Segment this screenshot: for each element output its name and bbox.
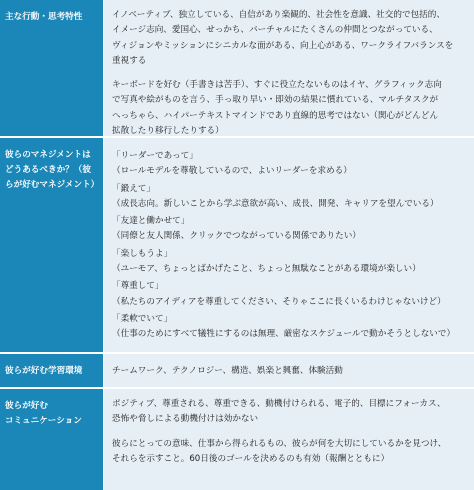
row-content-learning: [103, 354, 474, 387]
row-content-communication: [103, 389, 474, 490]
management-item-title: 「楽しもうよ」: [112, 248, 173, 259]
behavior-paragraph: イノベーティブ、独立している、自信があり楽観的、社会性を意識、社交的で包括的、 イメージ志向、愛国心、せっかち、バーチャルにたくさんの仲間とつながっている、 ヴィジョンやミッションにシニカルな面がある、向上心がある、ワークライフバランスを 重視する: [112, 10, 454, 66]
management-item-desc: （ロールモデルを尊敬しているので、よいリーダーを求める）: [112, 166, 352, 177]
management-item-desc: （ユーモア、ちょっとばかげたこと、ちょっと無駄なことがある環境が楽しい）: [112, 264, 421, 275]
management-item-title: 「尊重して」: [112, 281, 164, 292]
management-item-desc: （成長志向。新しいことから学ぶ意欲が高い、成長、開発、キャリアを望んでいる）: [112, 198, 439, 209]
table-row-learning: [0, 354, 474, 387]
row-content-management: [103, 138, 474, 352]
learning-paragraph: チームワーク、テクノロジー、構造、娯楽と興奮、体験活動: [112, 366, 343, 376]
management-item-desc: （同僚と友人関係、クリックでつながっている関係でありたい）: [112, 231, 361, 242]
management-item-title: 「リーダーであって」: [112, 151, 198, 161]
management-item-title: 「友達と働かせて」: [112, 216, 190, 227]
row-label-communication: 彼らが好む コミュニケーション: [0, 389, 103, 490]
table-row-management: [0, 138, 474, 352]
management-item-desc: （仕事のためにすべて犠牲にするのは無理、厳密なスケジュールで動かそうとしないで）: [112, 329, 456, 340]
management-item-desc: （私たちのアイディアを尊重してください、そりゃここに長くいるわけじゃないけど）: [112, 296, 446, 307]
row-label-management: 彼らのマネジメントは どうあるべきか？（彼 らが好むマネジメント）: [0, 138, 103, 352]
communication-paragraph: ポジティブ、尊重される、尊重できる、動機付けられる、電子的、目標にフォーカス、 恐怖や脅しによる動機付けは効かない: [112, 399, 446, 425]
table-row-communication: [0, 389, 474, 490]
management-item-title: 「鍛えて」: [112, 183, 155, 194]
management-item-title: 「柔軟でいて」: [112, 313, 173, 324]
behavior-paragraph: キーボードを好む（手書きは苦手）、すぐに役立たないものはイヤ、グラフィック志向 で写真や絵がものを言う、手っ取り早い・即効の結果に慣れている、マルチタスクが へっちゃら、ハイパーテキストマインドであり直線的思考ではない（関心がどんどん 拡散したり移行したりする）: [112, 80, 442, 137]
table-row-behavior: [0, 0, 474, 136]
row-label-behavior: 主な行動・思考特性: [0, 0, 103, 136]
row-content-behavior: [103, 0, 474, 136]
communication-paragraph: 彼らにとっての意味、仕事から得られるもの、彼らが何を大切にしているかを見つけ、 それらを示すこと。60日後のゴールを決めるのも有効（報酬とともに）: [112, 438, 447, 464]
row-label-learning: 彼らが好む学習環境: [0, 354, 103, 387]
